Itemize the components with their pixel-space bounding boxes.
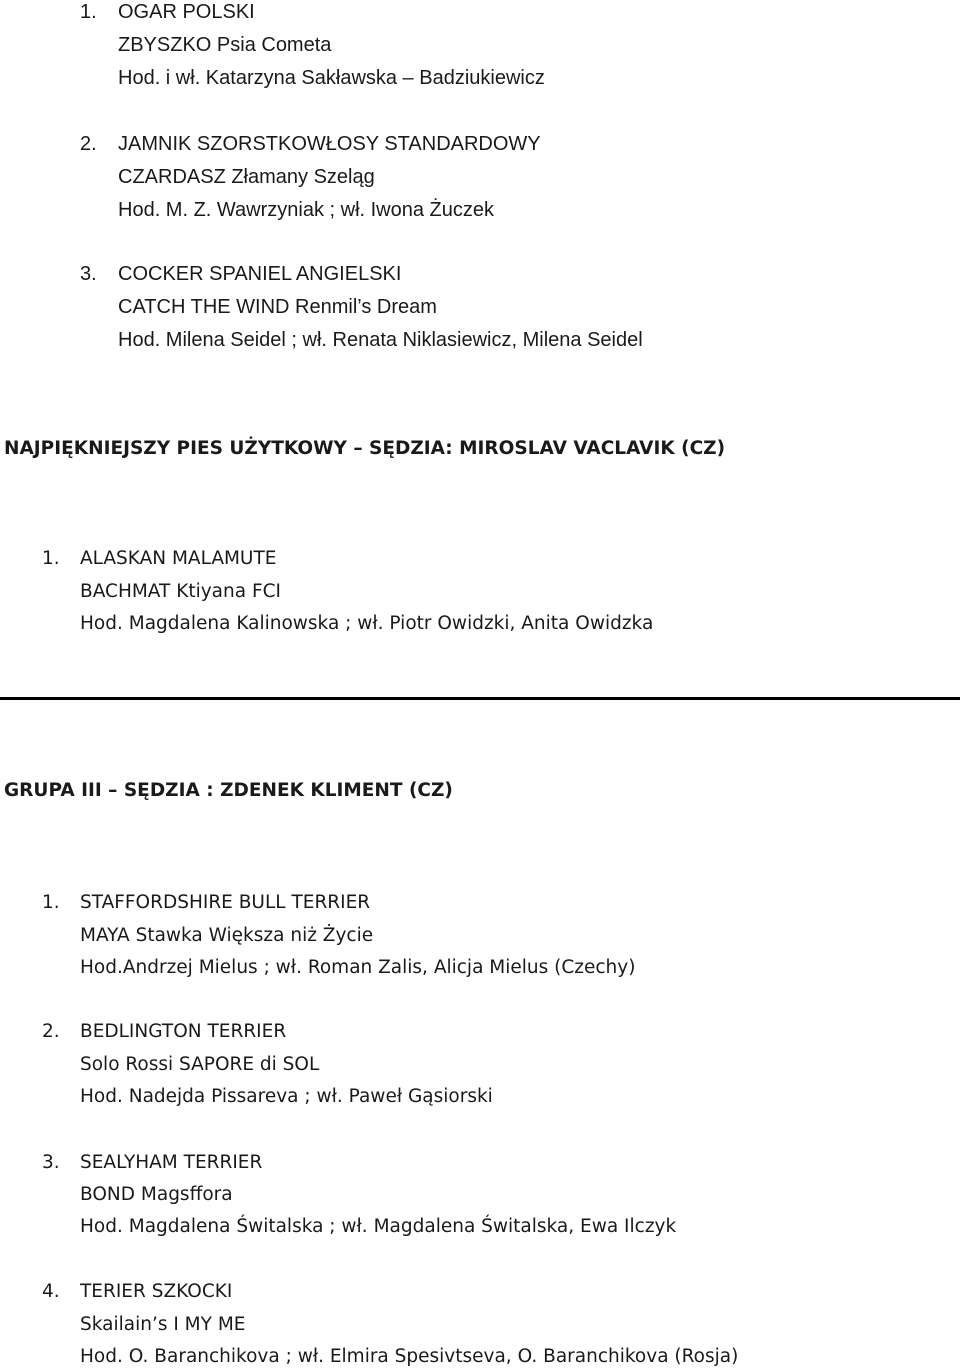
dog-name: MAYA Stawka Większa niż Życie [80, 925, 374, 946]
dog-name: CATCH THE WIND Renmil’s Dream [118, 296, 437, 318]
entry-number: 1. [42, 892, 60, 913]
breed-name: JAMNIK SZORSTKOWŁOSY STANDARDOWY [118, 133, 541, 155]
section-heading: NAJPIĘKNIEJSZY PIES UŻYTKOWY – SĘDZIA: MIROSLAV VACLAVIK (CZ) [4, 438, 726, 459]
dog-name: BOND Magsffora [80, 1184, 233, 1205]
breeder-owner: Hod. Milena Seidel ; wł. Renata Niklasiewicz, Milena Seidel [118, 329, 643, 351]
entry-number: 2. [42, 1021, 60, 1042]
dog-name: CZARDASZ Złamany Szeląg [118, 166, 375, 188]
breed-name: BEDLINGTON TERRIER [80, 1021, 287, 1042]
breed-name: SEALYHAM TERRIER [80, 1152, 263, 1173]
breed-name: COCKER SPANIEL ANGIELSKI [118, 263, 402, 285]
entry-number: 2. [80, 133, 97, 155]
breed-name: ALASKAN MALAMUTE [80, 548, 277, 569]
breed-name: TERIER SZKOCKI [80, 1281, 233, 1302]
entry-number: 1. [42, 548, 60, 569]
section-heading: GRUPA III – SĘDZIA : ZDENEK KLIMENT (CZ) [4, 780, 453, 801]
breed-name: STAFFORDSHIRE BULL TERRIER [80, 892, 371, 913]
dog-name: Solo Rossi SAPORE di SOL [80, 1054, 320, 1075]
dog-name: BACHMAT Ktiyana FCI [80, 581, 281, 602]
entry-number: 1. [80, 1, 97, 23]
dog-name: Skailain’s I MY ME [80, 1314, 246, 1335]
breeder-owner: Hod. Nadejda Pissareva ; wł. Paweł Gąsiorski [80, 1086, 493, 1107]
entry-number: 4. [42, 1281, 60, 1302]
breeder-owner: Hod. Magdalena Kalinowska ; wł. Piotr Owidzki, Anita Owidzka [80, 613, 654, 634]
horizontal-divider [0, 697, 960, 700]
breeder-owner: Hod. i wł. Katarzyna Sakławska – Badziukiewicz [118, 67, 545, 89]
breed-name: OGAR POLSKI [118, 1, 255, 23]
breeder-owner: Hod. O. Baranchikova ; wł. Elmira Spesivtseva, O. Baranchikova (Rosja) [80, 1346, 739, 1367]
breeder-owner: Hod. M. Z. Wawrzyniak ; wł. Iwona Żuczek [118, 199, 495, 221]
entry-number: 3. [42, 1152, 60, 1173]
breeder-owner: Hod. Magdalena Świtalska ; wł. Magdalena Świtalska, Ewa Ilczyk [80, 1216, 677, 1237]
breeder-owner: Hod.Andrzej Mielus ; wł. Roman Zalis, Alicja Mielus (Czechy) [80, 957, 636, 978]
dog-name: ZBYSZKO Psia Cometa [118, 34, 332, 56]
entry-number: 3. [80, 263, 97, 285]
